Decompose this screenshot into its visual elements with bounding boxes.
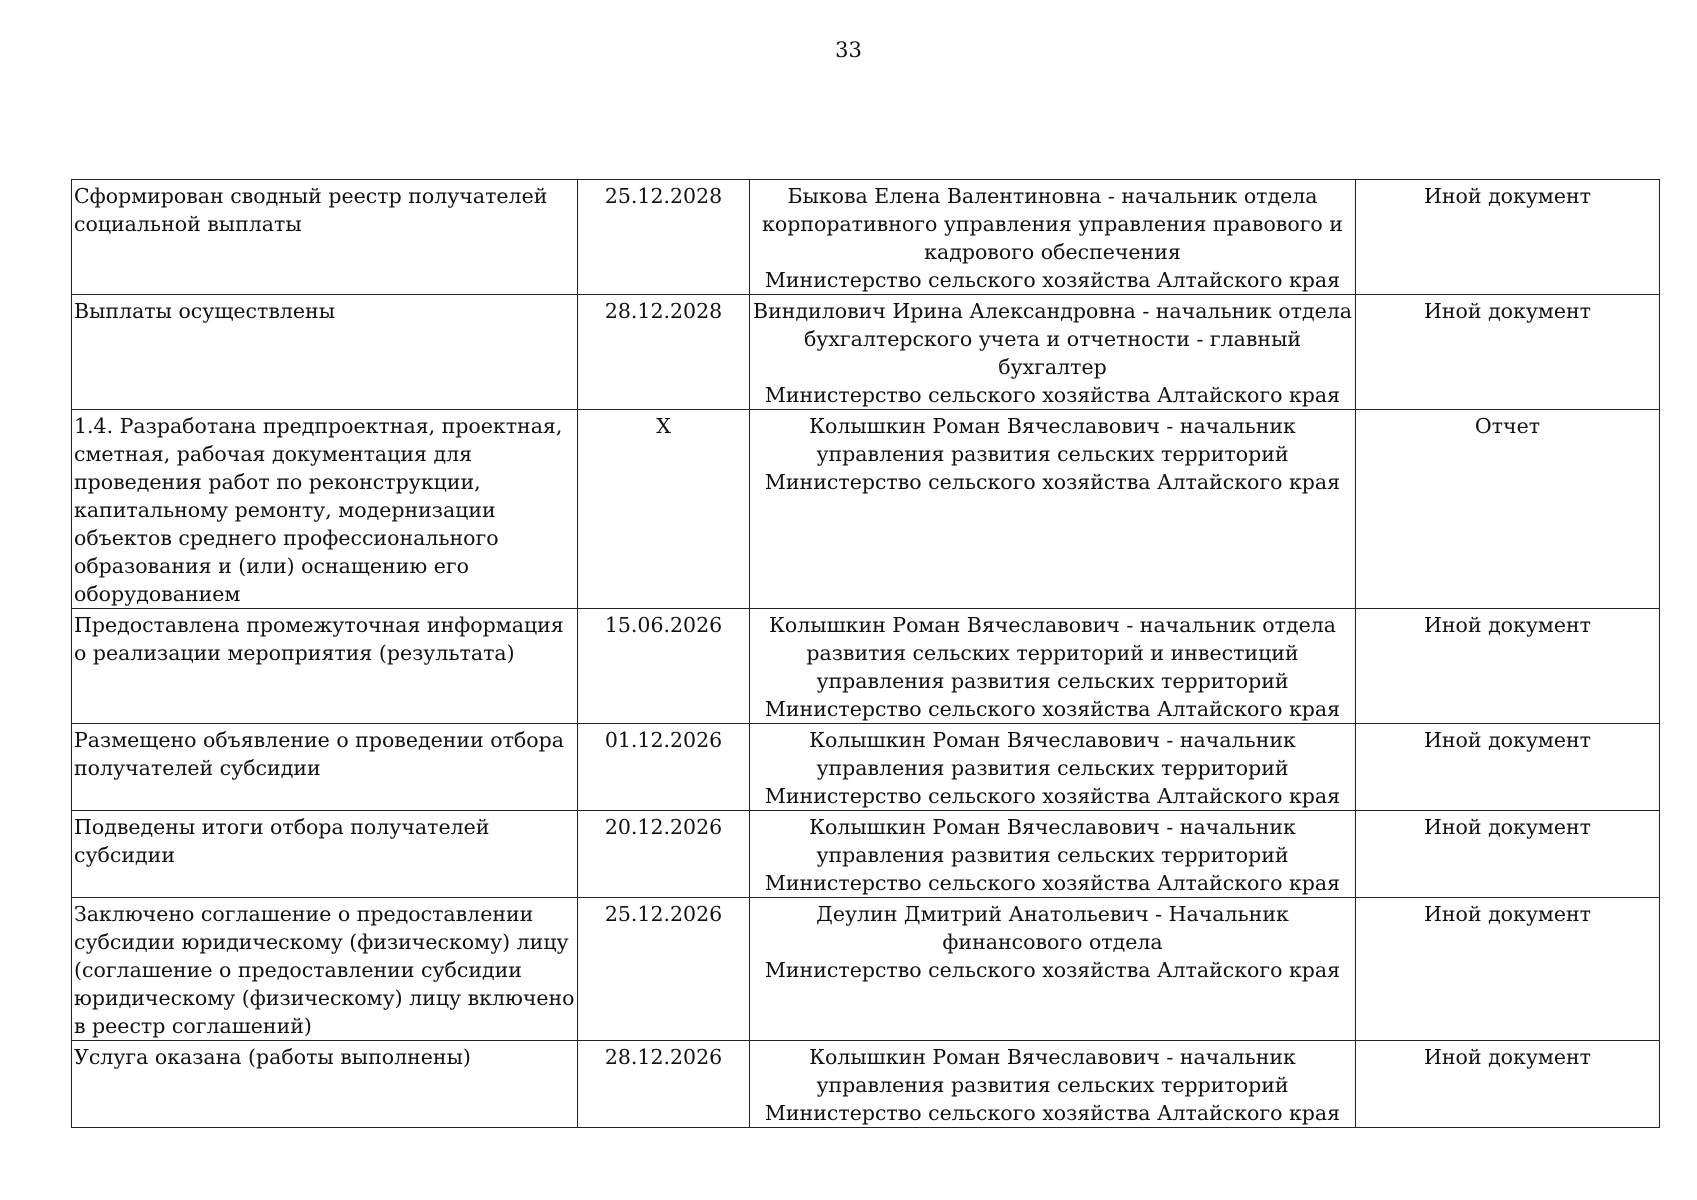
document-cell: Иной документ bbox=[1356, 898, 1660, 1041]
responsible-cell bbox=[750, 1041, 1356, 1128]
event-cell: Сформирован сводный реестр получателей социальной выплаты bbox=[72, 180, 578, 295]
document-cell: Иной документ bbox=[1356, 609, 1660, 724]
table-row bbox=[72, 180, 1660, 295]
document-cell: Иной документ bbox=[1356, 811, 1660, 898]
date-cell: 25.12.2026 bbox=[578, 898, 750, 1041]
event-cell: 1.4. Разработана предпроектная, проектная, сметная, рабочая документация для проведения работ по реконструкции, капитальному ремонту, модернизации объектов среднего профессионального образования и (или) оснащению его оборудованием bbox=[72, 410, 578, 609]
table-row bbox=[72, 898, 1660, 1041]
responsible-cell bbox=[750, 609, 1356, 724]
responsible-organization: Министерство сельского хозяйства Алтайского края bbox=[764, 1101, 1341, 1125]
responsible-person: Колышкин Роман Вячеславович - начальник управления развития сельских территорий bbox=[809, 414, 1296, 466]
responsible-cell bbox=[750, 180, 1356, 295]
table-row bbox=[72, 609, 1660, 724]
responsible-person: Колышкин Роман Вячеславович - начальник управления развития сельских территорий bbox=[809, 1045, 1296, 1097]
responsible-cell bbox=[750, 295, 1356, 410]
responsible-cell bbox=[750, 410, 1356, 609]
document-cell: Иной документ bbox=[1356, 724, 1660, 811]
responsible-person: Виндилович Ирина Александровна - начальник отдела бухгалтерского учета и отчетности - главный бухгалтер bbox=[753, 299, 1352, 379]
event-cell: Предоставлена промежуточная информация о реализации мероприятия (результата) bbox=[72, 609, 578, 724]
responsible-organization: Министерство сельского хозяйства Алтайского края bbox=[764, 697, 1341, 721]
responsible-person: Колышкин Роман Вячеславович - начальник отдела развития сельских территорий и инвестиций управления развития сельских территорий bbox=[769, 613, 1336, 693]
responsible-organization: Министерство сельского хозяйства Алтайского края bbox=[764, 784, 1341, 808]
date-cell: 28.12.2028 bbox=[578, 295, 750, 410]
date-cell: 28.12.2026 bbox=[578, 1041, 750, 1128]
date-cell: X bbox=[578, 410, 750, 609]
schedule-table bbox=[71, 179, 1660, 1128]
responsible-person: Быкова Елена Валентиновна - начальник отдела корпоративного управления управления правового и кадрового обеспечения bbox=[762, 184, 1343, 264]
document-cell: Отчет bbox=[1356, 410, 1660, 609]
date-cell: 01.12.2026 bbox=[578, 724, 750, 811]
document-cell: Иной документ bbox=[1356, 180, 1660, 295]
responsible-organization: Министерство сельского хозяйства Алтайского края bbox=[764, 470, 1341, 494]
table-row bbox=[72, 811, 1660, 898]
responsible-cell bbox=[750, 811, 1356, 898]
responsible-organization: Министерство сельского хозяйства Алтайского края bbox=[764, 383, 1341, 407]
table-row bbox=[72, 295, 1660, 410]
table-row bbox=[72, 1041, 1660, 1128]
event-cell: Услуга оказана (работы выполнены) bbox=[72, 1041, 578, 1128]
table-row bbox=[72, 724, 1660, 811]
responsible-organization: Министерство сельского хозяйства Алтайского края bbox=[764, 958, 1341, 982]
document-cell: Иной документ bbox=[1356, 1041, 1660, 1128]
event-cell: Заключено соглашение о предоставлении субсидии юридическому (физическому) лицу (соглашение о предоставлении субсидии юридическому (физическому) лицу включено в реестр соглашений) bbox=[72, 898, 578, 1041]
date-cell: 25.12.2028 bbox=[578, 180, 750, 295]
responsible-organization: Министерство сельского хозяйства Алтайского края bbox=[764, 871, 1341, 895]
responsible-person: Колышкин Роман Вячеславович - начальник управления развития сельских территорий bbox=[809, 815, 1296, 867]
responsible-cell bbox=[750, 724, 1356, 811]
responsible-person: Колышкин Роман Вячеславович - начальник управления развития сельских территорий bbox=[809, 728, 1296, 780]
event-cell: Подведены итоги отбора получателей субсидии bbox=[72, 811, 578, 898]
responsible-cell bbox=[750, 898, 1356, 1041]
date-cell: 20.12.2026 bbox=[578, 811, 750, 898]
event-cell: Выплаты осуществлены bbox=[72, 295, 578, 410]
event-cell: Размещено объявление о проведении отбора получателей субсидии bbox=[72, 724, 578, 811]
page-number: 33 bbox=[835, 38, 862, 62]
table-row bbox=[72, 410, 1660, 609]
responsible-person: Деулин Дмитрий Анатольевич - Начальник финансового отдела bbox=[816, 902, 1289, 954]
document-cell: Иной документ bbox=[1356, 295, 1660, 410]
responsible-organization: Министерство сельского хозяйства Алтайского края bbox=[764, 268, 1341, 292]
date-cell: 15.06.2026 bbox=[578, 609, 750, 724]
